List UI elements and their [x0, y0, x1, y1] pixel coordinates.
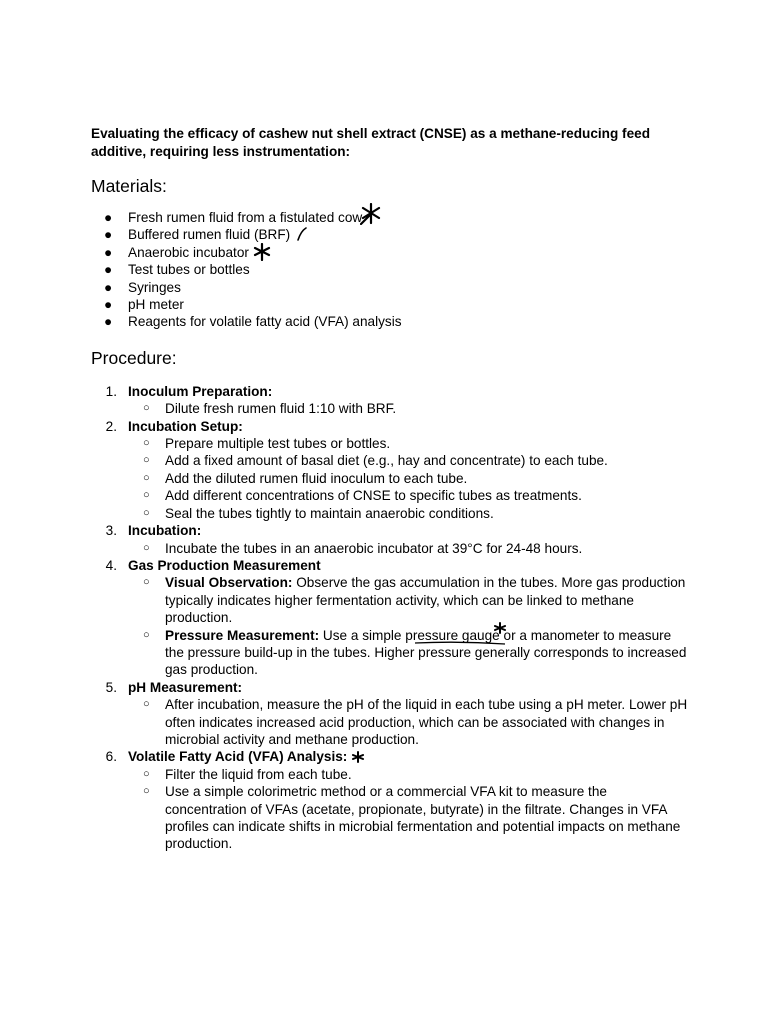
sub-item [128, 452, 691, 469]
sub-item [128, 435, 691, 452]
materials-item [91, 279, 691, 296]
step-number: 6. [105, 749, 117, 765]
document [91, 125, 691, 853]
materials-item-text: Buffered rumen fluid (BRF) [128, 227, 291, 243]
sub-item-text: Use a simple [319, 627, 406, 643]
procedure-heading: Procedure: [91, 347, 177, 368]
circle-bullet-icon: ○ [143, 471, 150, 484]
circle-bullet-icon: ○ [143, 628, 150, 641]
sub-item-text: Use a simple colorimetric method or a commercial VFA kit to measure the concentration of VFAs (acetate, propionate, butyrate) in the filtrate. Changes in VFA profiles can indicate shifts in microbial fermentation and potential impacts on methane production. [165, 784, 681, 852]
asterisk-mark-icon [352, 751, 364, 763]
procedure-step [91, 748, 691, 852]
handwritten-underline-mark [414, 640, 506, 646]
circle-bullet-icon: ○ [143, 767, 150, 780]
sub-list [128, 540, 691, 557]
step-title: pH Measurement: [128, 679, 243, 695]
materials-item [91, 313, 691, 330]
sub-item-text: Add a fixed amount of basal diet (e.g., hay and concentrate) to each tube. [165, 453, 608, 469]
sub-item-text: Add the diluted rumen fluid inoculum to each tube. [165, 470, 468, 486]
document-title: Evaluating the efficacy of cashew nut shell extract (CNSE) as a methane-reducing feed additive, requiring less instrumentation: [91, 126, 651, 159]
materials-item-text: Anaerobic incubator [128, 244, 249, 260]
step-number: 5. [105, 679, 117, 695]
bullet-icon: ● [104, 297, 113, 313]
materials-heading: Materials: [91, 176, 167, 196]
sub-item-text: After incubation, measure the pH of the liquid in each tube using a pH meter. Lower pH often indicates increased acid production, which can be associated with changes in microbial activity and methane production. [165, 697, 688, 747]
sub-list [128, 400, 691, 417]
bullet-icon: ● [104, 314, 113, 330]
sub-list [128, 696, 691, 748]
bullet-icon: ● [104, 227, 113, 243]
circle-bullet-icon: ○ [143, 506, 150, 519]
step-number: 1. [105, 383, 117, 399]
bullet-icon: ● [104, 210, 113, 225]
asterisk-mark-icon [494, 622, 506, 634]
materials-item-text: Syringes [128, 279, 181, 295]
procedure-step [91, 557, 691, 679]
step-title: Gas Production Measurement [128, 557, 321, 573]
sub-item [128, 470, 691, 487]
sub-item-lead: Visual Observation: [165, 575, 293, 591]
sub-item [128, 400, 691, 417]
circle-bullet-icon: ○ [143, 489, 150, 502]
sub-list [128, 435, 691, 522]
underlined-phrase: pressure gauge [405, 627, 500, 643]
sub-item [128, 505, 691, 522]
procedure-step [91, 383, 691, 418]
circle-bullet-icon: ○ [143, 576, 150, 589]
sub-item-text: Observe the gas accumulation in the tubes. More gas production typically indicates higher fermentation activity, which can be linked to methane production. [165, 575, 686, 626]
sub-item [128, 627, 691, 679]
circle-bullet-icon: ○ [143, 785, 150, 798]
asterisk-mark-icon [253, 243, 271, 261]
procedure-step [91, 522, 691, 557]
materials-item [91, 209, 691, 226]
sub-item [128, 574, 691, 626]
sub-item [128, 487, 691, 504]
step-title: Incubation: [128, 523, 202, 539]
procedure-step [91, 418, 691, 522]
sub-list [128, 574, 691, 678]
step-number: 4. [105, 557, 117, 573]
step-number: 2. [105, 418, 117, 434]
materials-item [91, 226, 691, 243]
tick-mark-icon [296, 226, 308, 242]
sub-list [128, 766, 691, 853]
materials-item [91, 261, 691, 278]
bullet-icon: ● [104, 279, 113, 295]
circle-bullet-icon: ○ [143, 698, 150, 711]
sub-item [128, 783, 691, 853]
materials-item-text: Fresh rumen fluid from a fistulated cow [128, 210, 363, 225]
procedure-list [91, 383, 691, 853]
procedure-step [91, 679, 691, 749]
materials-item-text: Test tubes or bottles [128, 262, 250, 278]
materials-item-text: Reagents for volatile fatty acid (VFA) analysis [128, 314, 402, 330]
materials-item [91, 296, 691, 313]
materials-item [91, 244, 691, 261]
step-title: Inoculum Preparation: [128, 383, 273, 399]
sub-item-text: Seal the tubes tightly to maintain anaerobic conditions. [165, 505, 494, 521]
sub-item-text: Add different concentrations of CNSE to specific tubes as treatments. [165, 488, 582, 504]
circle-bullet-icon: ○ [143, 437, 150, 450]
sub-item-text: Prepare multiple test tubes or bottles. [165, 436, 391, 452]
sub-item [128, 766, 691, 783]
sub-item [128, 540, 691, 557]
circle-bullet-icon: ○ [143, 454, 150, 467]
sub-item [128, 696, 691, 748]
sub-item-text: Incubate the tubes in an anaerobic incubator at 39°C for 24-48 hours. [165, 540, 583, 556]
step-title: Volatile Fatty Acid (VFA) Analysis: [128, 749, 348, 765]
asterisk-mark-icon [360, 203, 382, 225]
step-number: 3. [105, 523, 117, 539]
bullet-icon: ● [104, 244, 113, 260]
materials-list [91, 209, 691, 331]
sub-item-lead: Pressure Measurement: [165, 627, 320, 643]
sub-item-text: Dilute fresh rumen fluid 1:10 with BRF. [165, 401, 397, 417]
bullet-icon: ● [104, 262, 113, 278]
circle-bullet-icon: ○ [143, 541, 150, 554]
materials-item-text: pH meter [128, 297, 184, 313]
sub-item-text: or a manometer to measure the pressure build-up in the tubes. Higher pressure generally corresponds to increased gas production. [165, 627, 687, 678]
step-title: Incubation Setup: [128, 418, 243, 434]
circle-bullet-icon: ○ [143, 402, 150, 415]
sub-item-text: Filter the liquid from each tube. [165, 766, 352, 782]
